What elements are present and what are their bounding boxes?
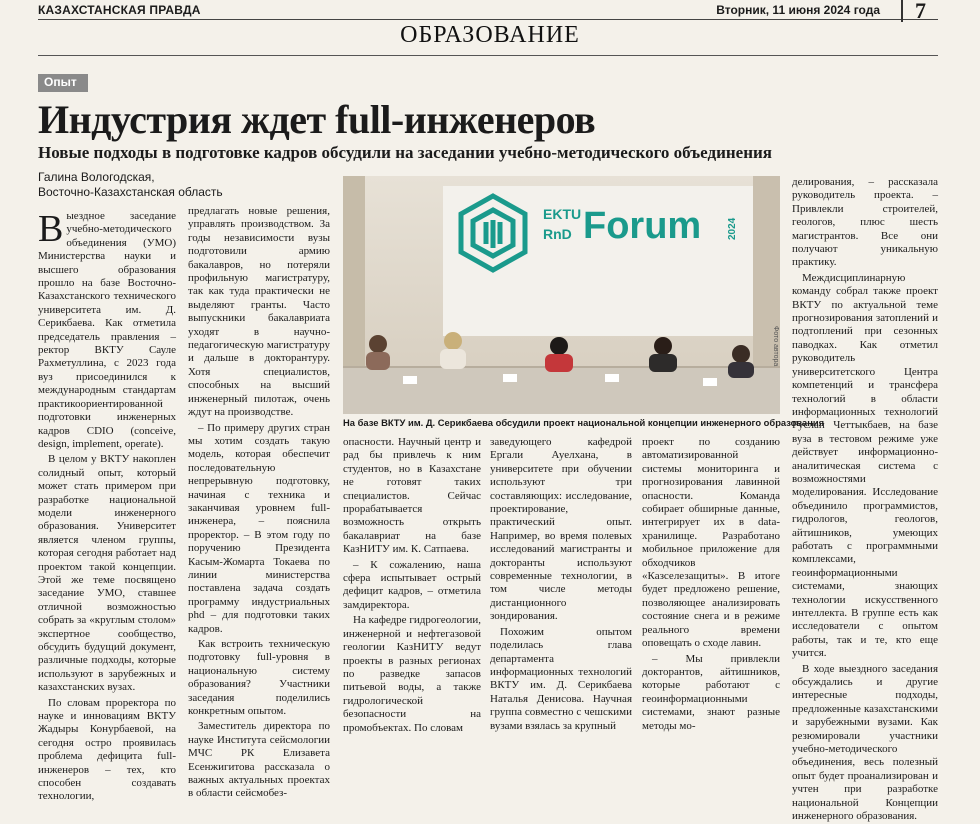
paragraph: предлагать новые решения, управлять производством. За годы независимости вузы подготовили армию бакалавров, но потеряли профильную магистратуру, так как туда практически не выделяют гранты. Часто выпускники бакалавриата уходят в научно-педагогическую магистратуру и дальше в докторантуру. Хотя специалистов, способных на высший инженерный пилотаж, очень ждут на производстве. bbox=[188, 205, 330, 419]
paragraph: Выездное заседание учебно-методического объединения (УМО) Министерства науки и высшего образования прошло на базе Восточно-Казахстанского технического университета им. Д. Серикбаева. Как отметила председатель правления – ректор ВКТУ Сауле Рахметуллина, с 2023 года вуз присоединился к международным стандартам практикоориентированной подготовки инженерных кадров CDIO (conceive, design, implement, operate). bbox=[38, 208, 176, 450]
article-column-5 bbox=[642, 436, 780, 732]
paragraph: – По примеру других стран мы хотим создать такую модель, которая обеспечит последовательную непрерывную подготовку, начиная с техника и заканчивая уровнем full-инженера, – пояснила проректор. – В этом году по поручению Президента Касым-Жомарта Токаева по линии министерства поставлена задача создать программу индустриальных phd – для подготовки таких кадров. bbox=[188, 421, 330, 635]
paragraph: В ходе выездного заседания обсуждались и другие интересные подходы, предложенные казахстанскими и зарубежными вузами. Как резюмировали участники учебно-методического объединения, весь полезный опыт будет проанализирован и учтен при разработке национальной Концепции инженерного образования. bbox=[792, 662, 938, 823]
page-number: 7 bbox=[901, 0, 926, 22]
masthead bbox=[38, 0, 938, 23]
section-divider bbox=[38, 55, 938, 56]
article-column-1 bbox=[38, 208, 176, 803]
photo-caption: На базе ВКТУ им. Д. Серикбаева обсудили проект национальной концепции инженерного образования bbox=[343, 417, 825, 428]
article-column-2 bbox=[188, 205, 330, 800]
drop-cap: В bbox=[38, 208, 64, 250]
issue-date: Вторник, 11 июня 2024 года bbox=[716, 3, 880, 17]
paragraph: заведующего кафедрой Ергали Ауелхана, в университете при обучении используют три составляющих: исследование, проектирование, практический опыт. Например, во время полевых исследований магистранты и докторанты используют современные технологии, в том числе методы дистанционного зондирования. bbox=[490, 436, 632, 623]
paragraph: Похожим опытом поделилась глава департамента информационных технологий ВКТУ им. Д. Серикбаева Наталья Денисова. Научная группа совместно с чешскими вузами взялась за крупный bbox=[490, 625, 632, 732]
paragraph: проект по созданию автоматизированной системы мониторинга и прогнозирования лавинной опасности. Команда собирает обширные данные, интегрирует их в data-хранилище. Разработано мобильное приложение для обходчиков «Казселезащиты». В итоге будет предложено решение, позволяющее анализировать состояние снега и в режиме реального времени оповещать о сходе лавин. bbox=[642, 436, 780, 650]
paragraph: – К сожалению, наша сфера испытывает острый дефицит кадров, – отметила замдиректора. bbox=[343, 558, 481, 611]
section-title: ОБРАЗОВАНИЕ bbox=[400, 22, 580, 48]
banner-word: Forum bbox=[583, 205, 702, 247]
paragraph: По словам проректора по науке и инновациям ВКТУ Жадыры Конурбаевой, на сегодня остро проявилась проблема дефицита full-инженеров – тех, кто способен создавать технологии, bbox=[38, 696, 176, 803]
photo-illustration bbox=[343, 176, 780, 414]
banner-year: 2024 bbox=[727, 217, 738, 240]
event-photo bbox=[343, 176, 780, 414]
article-column-6 bbox=[792, 176, 938, 823]
author-region: Восточно-Казахстанская область bbox=[38, 185, 223, 199]
article-column-3 bbox=[343, 436, 481, 734]
rubric-badge: Опыт bbox=[38, 74, 88, 92]
paragraph: На кафедре гидрогеологии, инженерной и нефтегазовой геологии КазНИТУ ведут проекты в разных регионах по разведке запасов питьевой воды, а также гидрологической безопасности на промобъектах. По словам bbox=[343, 614, 481, 734]
paragraph: Заместитель директора по науке Института сейсмологии МЧС РК Елизавета Есенжигитова рассказала о важных актуальных проектах в области сейсмобез- bbox=[188, 720, 330, 800]
banner-brand-top: EKTU bbox=[543, 206, 582, 222]
newspaper-name: КАЗАХСТАНСКАЯ ПРАВДА bbox=[38, 3, 201, 17]
article-headline: Индустрия ждет full-инженеров bbox=[38, 97, 596, 142]
article-subhead: Новые подходы в подготовке кадров обсудили на заседании учебно-методического объединения bbox=[38, 143, 772, 162]
byline bbox=[38, 170, 223, 200]
author-name: Галина Вологодская, bbox=[38, 170, 155, 184]
paragraph: Междисциплинарную команду собрал также проект ВКТУ по актуальной теме прогнозирования затоплений и подтоплений при сезонных паводках. Как отметил руководитель университетского Центра компетенций и трансфера технологий в области информационных технологий Руслан Четтыкбаев, на базе вуза в тестовом режиме уже действует информационно-аналитическая система с возможностями моделирования. Исследование объединило программистов, гидрологов, геологов, айтишников, умеющих работать с программными комплексами, геоинформационными системами, знающих технологии искусственного интеллекта. В группе есть как исследователи с опытом работы, так и те, кто еще учится. bbox=[792, 271, 938, 660]
article-column-4 bbox=[490, 436, 632, 732]
paragraph: Как встроить техническую подготовку full-уровня в национальную систему образования? Участники заседания поделились конкретным опытом. bbox=[188, 638, 330, 718]
paragraph: делирования, – рассказала руководитель проекта. – Привлекли строителей, геологов, плюс шесть магистрантов. Все они получают уникальную практику. bbox=[792, 176, 938, 269]
paragraph: – Мы привлекли докторантов, айтишников, которые работают с геоинформационными системами, знают разные методы мо- bbox=[642, 652, 780, 732]
paragraph: опасности. Научный центр и рад бы привлечь к ним студентов, но в Казахстане не готовят таких специалистов. Сейчас прорабатывается возможность открыть бакалавриат на базе КазНИТУ им. К. Сатпаева. bbox=[343, 436, 481, 556]
photo-credit: Фото автора bbox=[772, 326, 779, 367]
banner-brand-bottom: RnD bbox=[543, 226, 572, 242]
paragraph: В целом у ВКТУ накоплен солидный опыт, который может стать примером при разработке национальной модели инженерного образования. Университет является членом группы, которая сегодня работает над проектом такой концепции. Этой же теме посвящено заседание УМО, ставшее отличной возможностью собрать за «круглым столом» экспертное сообщество, обсудить будущий документ, различные подходы, которые используют в зарубежных и казахстанских вузах. bbox=[38, 453, 176, 694]
